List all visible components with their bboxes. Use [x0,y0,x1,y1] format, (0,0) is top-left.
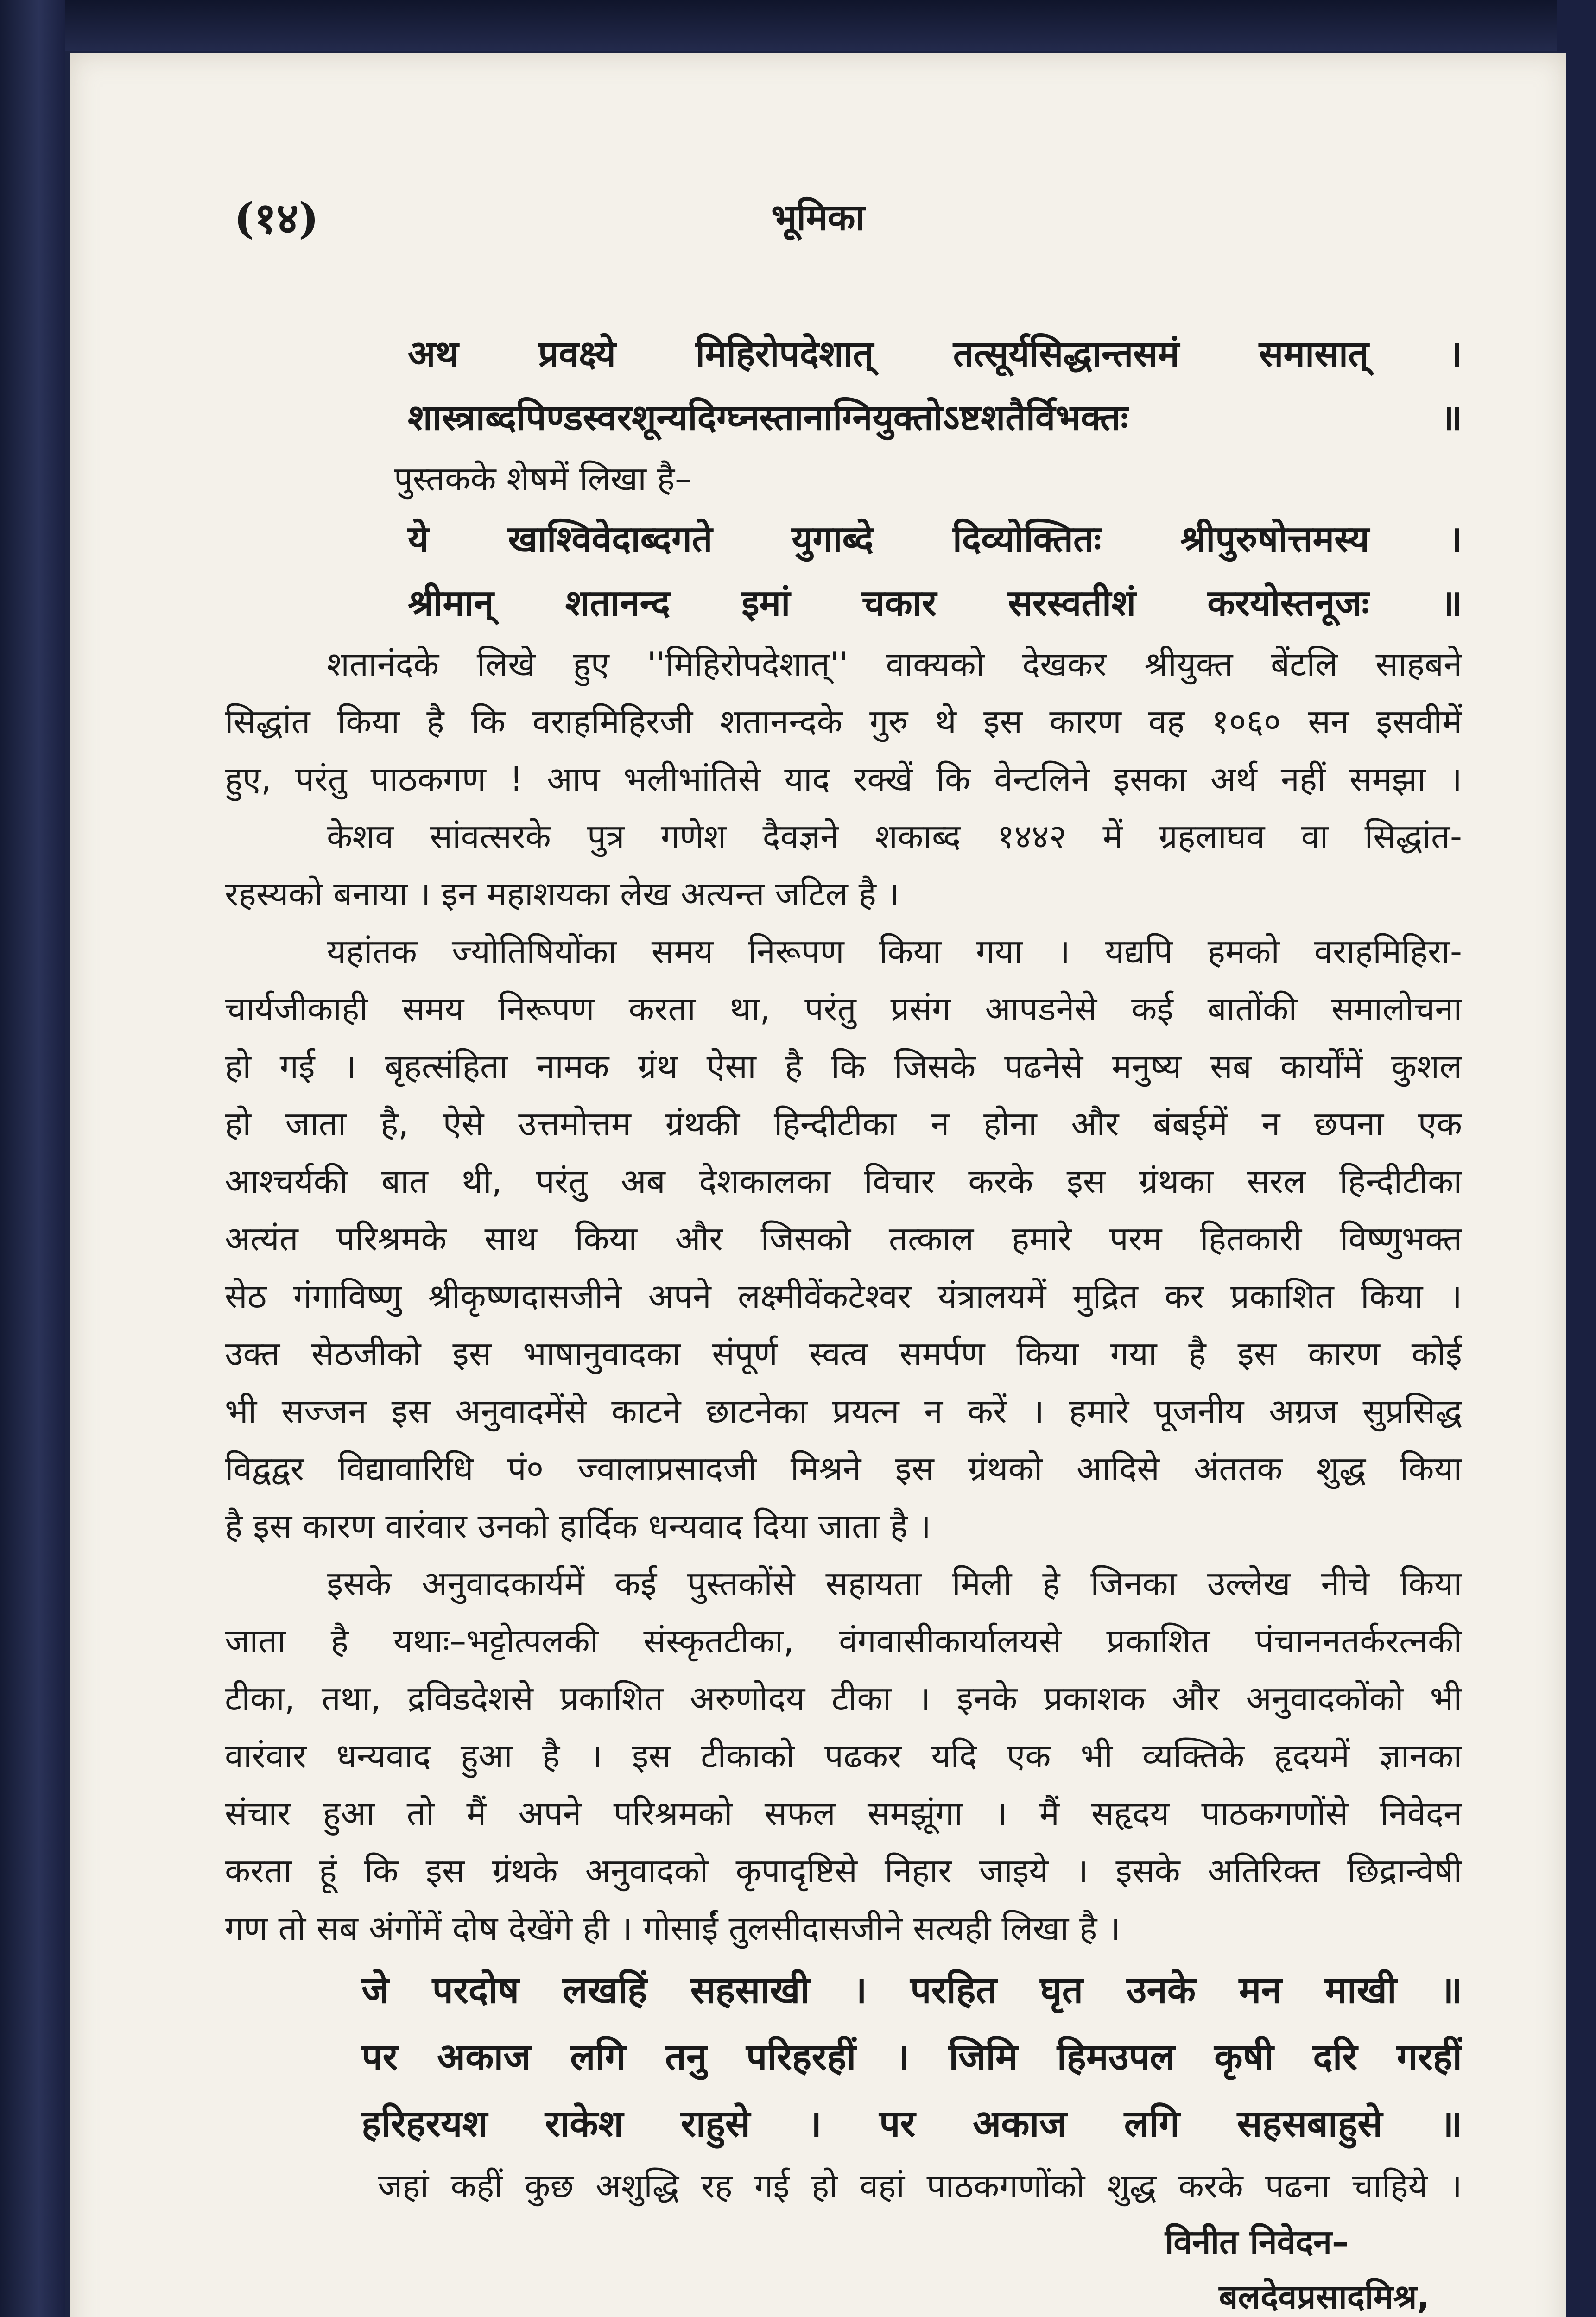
paragraph-line: विद्वद्वर विद्यावारिधि पं० ज्वालाप्रसादजी मिश्रने इस ग्रंथको आदिसे अंततक शुद्ध किया [225,1449,1462,1488]
sanskrit-verse-1 [225,322,1462,450]
book-binding-left [0,0,65,2317]
paragraph-4 [225,1555,1462,1957]
verse-line: पर अकाज लगि तनु परिहरहीं । जिमि हिमउपल कृषी दरि गरहीं [361,2035,1462,2078]
paragraph-line: हुए, परंतु पाठकगण ! आप भलीभांतिसे याद रक्खें कि वेन्टलिने इसका अर्थ नहीं समझा । [225,760,1462,798]
paragraph-line: टीका, तथा, द्रविडदेशसे प्रकाशित अरुणोदय टीका । इनके प्रकाशक और अनुवादकोंको भी [225,1679,1462,1718]
note-line: पुस्तकके शेषमें लिखा है– [394,459,692,498]
paragraph-line: उक्त सेठजीको इस भाषानुवादका संपूर्ण स्वत्व समर्पण किया गया है इस कारण कोई [225,1334,1462,1373]
paragraph-line: सिद्धांत किया है कि वराहमिहिरजी शतानन्दके गुरु थे इस कारण वह १०६० सन इसवीमें [225,702,1462,741]
paragraph-1 [225,635,1462,808]
paragraph-line: केशव सांवत्सरके पुत्र गणेश दैवज्ञने शकाब्द १४४२ में ग्रहलाघव वा सिद्धांत- [327,817,1462,856]
paragraph-line: आश्चर्यकी बात थी, परंतु अब देशकालका विचार करके इस ग्रंथका सरल हिन्दीटीका [225,1162,1462,1201]
closing-line: जहां कहीं कुछ अशुद्धि रह गई हो वहां पाठकगणोंको शुद्ध करके पढना चाहिये । [378,2166,1462,2205]
page-number: (१४) [234,193,319,243]
running-head: भूमिका [771,197,865,239]
paragraph-line: हो जाता है, ऐसे उत्तमोत्तम ग्रंथकी हिन्दीटीका न होना और बंबईमें न छपना एक [225,1104,1462,1143]
paragraph-line: भी सज्जन इस अनुवादमेंसे काटने छाटनेका प्रयत्न न करें । हमारे पूजनीय अग्रज सुप्रसिद्ध [225,1392,1462,1431]
hindi-verse [225,1957,1462,2157]
paragraph-line: है इस कारण वारंवार उनको हार्दिक धन्यवाद दिया जाता है । [225,1507,931,1545]
signature-block [225,2215,1462,2317]
verse-line: शास्त्राब्दपिण्डस्वरशून्यदिग्घ्नस्तानाग्नियुक्तोऽष्टशतैर्विभक्तः ॥ [408,397,1462,439]
paragraph-2 [225,808,1462,923]
page-content [225,322,1462,2317]
paragraph-line: करता हूं कि इस ग्रंथके अनुवादको कृपादृष्टिसे निहार जाइये । इसके अतिरिक्त छिद्रान्वेषी [225,1851,1462,1890]
verse-line: अथ प्रवक्ष्ये मिहिरोपदेशात् तत्सूर्यसिद्धान्तसमं समासात् । [408,333,1462,375]
paragraph-line: रहस्यको बनाया । इन महाशयका लेख अत्यन्त जटिल है । [225,874,899,913]
verse-line: हरिहरयश राकेश राहुसे । पर अकाज लगि सहसबाहुसे ॥ [361,2102,1462,2145]
page-header [70,188,1566,248]
verse-line: श्रीमान् शतानन्द इमां चकार सरस्वतीशं करयोस्तनूजः ॥ [408,582,1462,624]
book-cover-top [0,0,1596,51]
paragraph-line: संचार हुआ तो मैं अपने परिश्रमको सफल समझूंगा । मैं सहृदय पाठकगणोंसे निवेदन [225,1794,1462,1833]
paragraph-line: शतानंदके लिखे हुए ''मिहिरोपदेशात्'' वाक्यको देखकर श्रीयुक्त बेंटलि साहबने [327,645,1462,684]
paragraph-line: यहांतक ज्योतिषियोंका समय निरूपण किया गया । यद्यपि हमको वराहमिहिरा- [327,932,1462,971]
paragraph-line: सेठ गंगाविष्णु श्रीकृष्णदासजीने अपने लक्ष्मीवेंकटेश्वर यंत्रालयमें मुद्रित कर प्रकाशित किया । [225,1277,1462,1316]
paragraph-line: वारंवार धन्यवाद हुआ है । इस टीकाको पढकर यदि एक भी व्यक्तिके हृदयमें ज्ञानका [225,1736,1462,1775]
paragraph-3 [225,923,1462,1555]
verse-line: ये खाश्विवेदाब्दगते युगाब्दे दिव्योक्तितः श्रीपुरुषोत्तमस्य । [408,519,1462,560]
paragraph-line: चार्यजीकाही समय निरूपण करता था, परंतु प्रसंग आपडनेसे कई बातोंकी समालोचना [225,989,1462,1028]
paragraph-line: अत्यंत परिश्रमके साथ किया और जिसको तत्काल हमारे परम हितकारी विष्णुभक्त [225,1219,1462,1258]
signature-salutation: विनीत निवेदन– [1165,2222,1349,2261]
paragraph-line: इसके अनुवादकार्यमें कई पुस्तकोंसे सहायता मिली हे जिनका उल्लेख नीचे किया [327,1564,1462,1603]
sanskrit-verse-2 [225,507,1462,635]
verse-line: जे परदोष लखहिं सहसाखी । परहित घृत उनके मन माखी ॥ [361,1969,1462,2012]
paragraph-line: गण तो सब अंगोंमें दोष देखेंगे ही । गोसाईं तुलसीदासजीने सत्यही लिखा है । [225,1909,1121,1948]
paragraph-line: जाता है यथाः–भट्टोत्पलकी संस्कृतटीका, वंगवासीकार्यालयसे प्रकाशित पंचाननतर्करत्नकी [225,1621,1462,1660]
signature-name: बलदेवप्रसादमिश्र, [1219,2277,1430,2316]
book-page [70,53,1566,2317]
paragraph-line: हो गई । बृहत्संहिता नामक ग्रंथ ऐसा है कि जिसके पढनेसे मनुष्य सब कार्योंमें कुशल [225,1047,1462,1086]
